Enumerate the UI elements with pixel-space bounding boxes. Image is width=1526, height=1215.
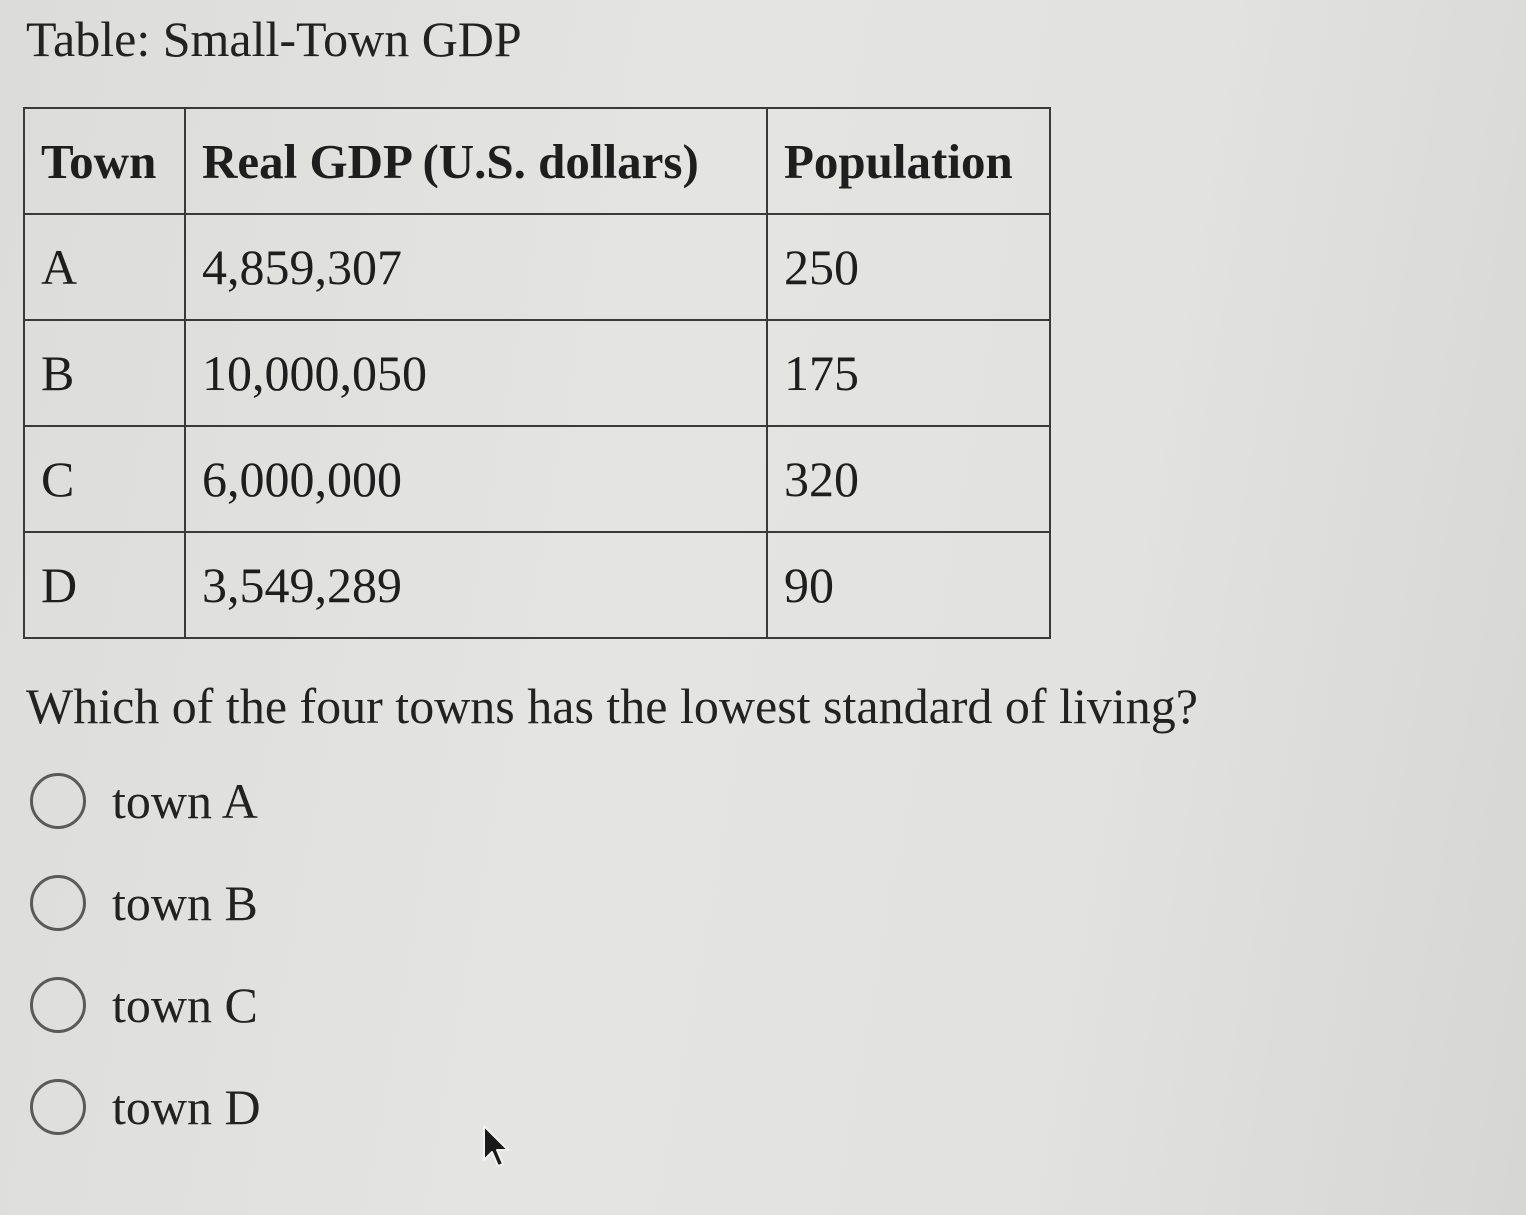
- page-title: Table: Small-Town GDP: [26, 11, 522, 67]
- cell-town: D: [24, 532, 185, 638]
- radio-unselected-icon[interactable]: [30, 977, 86, 1033]
- column-header-town: Town: [24, 108, 185, 214]
- answer-options: [30, 750, 261, 1158]
- cell-population: 320: [767, 426, 1050, 532]
- cell-real-gdp: 4,859,307: [185, 214, 767, 320]
- cell-town: B: [24, 320, 185, 426]
- mouse-pointer-icon: [481, 1124, 513, 1172]
- table-row: [24, 214, 1050, 320]
- cell-population: 90: [767, 532, 1050, 638]
- option-label[interactable]: town D: [112, 1079, 261, 1135]
- radio-unselected-icon[interactable]: [30, 1079, 86, 1135]
- cell-real-gdp: 10,000,050: [185, 320, 767, 426]
- option-label[interactable]: town A: [112, 773, 258, 829]
- table-header-row: [24, 108, 1050, 214]
- cell-real-gdp: 3,549,289: [185, 532, 767, 638]
- option-label[interactable]: town B: [112, 875, 258, 931]
- cell-town: C: [24, 426, 185, 532]
- cell-real-gdp: 6,000,000: [185, 426, 767, 532]
- option-town-d[interactable]: [30, 1056, 261, 1158]
- cell-population: 250: [767, 214, 1050, 320]
- table-row: [24, 532, 1050, 638]
- question-text: Which of the four towns has the lowest standard of living?: [26, 678, 1198, 734]
- cell-town: A: [24, 214, 185, 320]
- radio-unselected-icon[interactable]: [30, 875, 86, 931]
- option-town-a[interactable]: [30, 750, 261, 852]
- option-town-c[interactable]: [30, 954, 261, 1056]
- gdp-table: [23, 107, 1051, 639]
- column-header-population: Population: [767, 108, 1050, 214]
- column-header-real-gdp: Real GDP (U.S. dollars): [185, 108, 767, 214]
- table-row: [24, 426, 1050, 532]
- cell-population: 175: [767, 320, 1050, 426]
- table-row: [24, 320, 1050, 426]
- option-label[interactable]: town C: [112, 977, 258, 1033]
- radio-unselected-icon[interactable]: [30, 773, 86, 829]
- option-town-b[interactable]: [30, 852, 261, 954]
